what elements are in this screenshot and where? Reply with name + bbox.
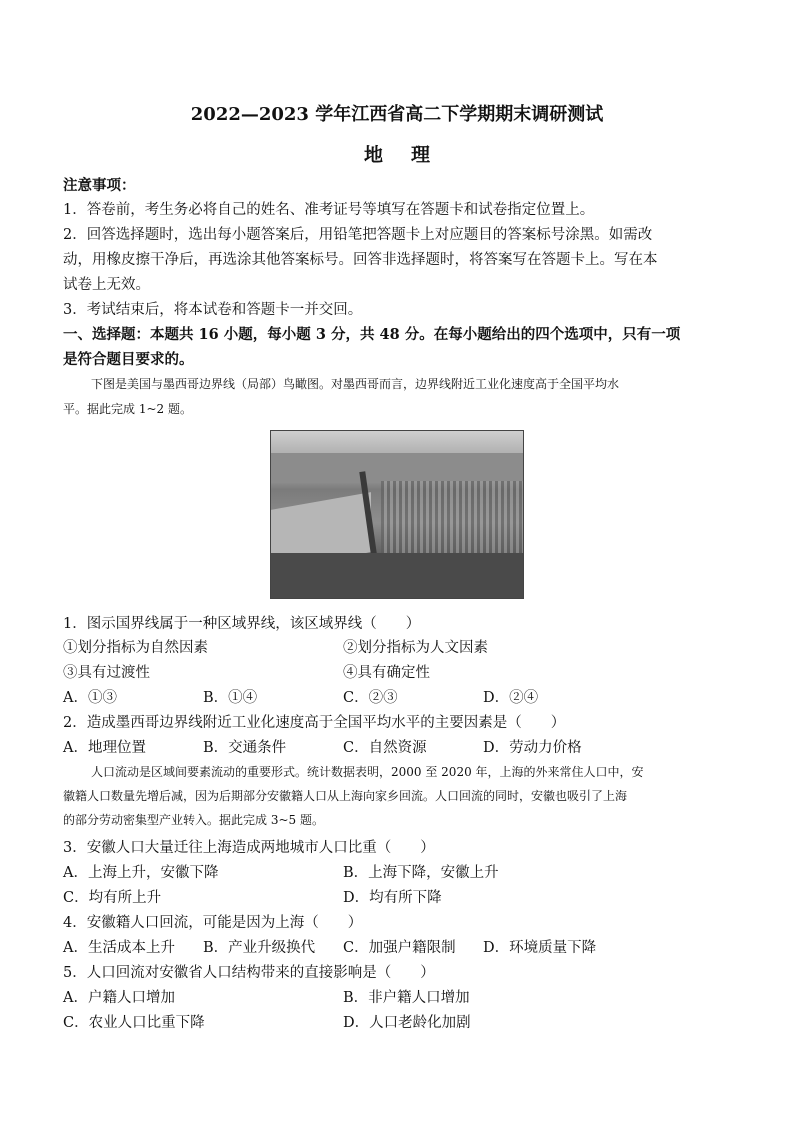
subject-title bbox=[0, 140, 794, 167]
q2-stem: 2．造成墨西哥边界线附近工业化速度高于全国平均水平的主要因素是（ ） bbox=[63, 715, 566, 731]
subject-char-1: 地 bbox=[363, 144, 383, 166]
notice-item-2-line-3: 试卷上无效。 bbox=[63, 277, 150, 293]
q2-option-b: B．交通条件 bbox=[203, 740, 287, 756]
q3-option-b: B．上海下降，安徽上升 bbox=[343, 865, 499, 881]
q2-option-a: A．地理位置 bbox=[63, 740, 146, 756]
q1-option-d: D．②④ bbox=[483, 690, 539, 706]
notice-item-1: 1．答卷前，考生务必将自己的姓名、准考证号等填写在答题卡和试卷指定位置上。 bbox=[63, 202, 595, 218]
q5-option-c: C．农业人口比重下降 bbox=[63, 1015, 205, 1031]
q3-option-c: C．均有所上升 bbox=[63, 890, 162, 906]
q1-option-b: B．①④ bbox=[203, 690, 258, 706]
q1-option-a: A．①③ bbox=[63, 690, 117, 706]
q4-option-c: C．加强户籍限制 bbox=[343, 940, 456, 956]
passage-1-line-1: 下图是美国与墨西哥边界线（局部）鸟瞰图。对墨西哥而言，边界线附近工业化速度高于全国平均水 bbox=[91, 377, 620, 391]
q2-option-d: D．劳动力价格 bbox=[483, 740, 582, 756]
q1-statement-1: ①划分指标为自然因素 bbox=[63, 640, 208, 656]
section-heading-line-1: 一、选择题：本题共 16 小题，每小题 3 分，共 48 分。在每小题给出的四个选项中，只有一项 bbox=[63, 326, 681, 343]
q4-option-d: D．环境质量下降 bbox=[483, 940, 597, 956]
border-aerial-photo bbox=[270, 430, 524, 599]
q1-statement-3: ③具有过渡性 bbox=[63, 665, 150, 681]
passage-2-line-1: 人口流动是区域间要素流动的重要形式。统计数据表明，2000 至 2020 年，上海的外来常住人口中，安 bbox=[91, 765, 644, 779]
passage-1-line-2: 平。据此完成 1~2 题。 bbox=[63, 402, 192, 416]
q5-option-d: D．人口老龄化加剧 bbox=[343, 1015, 471, 1031]
q1-statement-4: ④具有确定性 bbox=[343, 665, 430, 681]
q4-option-a: A．生活成本上升 bbox=[63, 940, 175, 956]
q3-option-d: D．均有所下降 bbox=[343, 890, 442, 906]
notice-heading: 注意事项： bbox=[63, 177, 136, 194]
notice-item-2-line-1: 2．回答选择题时，选出每小题答案后，用铅笔把答题卡上对应题目的答案标号涂黑。如需改 bbox=[63, 227, 653, 243]
passage-2-line-2: 徽籍人口数量先增后减，因为后期部分安徽籍人口从上海向家乡回流。人口回流的同时，安徽也吸引了上海 bbox=[63, 789, 628, 803]
section-heading-line-2: 是符合题目要求的。 bbox=[63, 351, 194, 368]
q5-stem: 5．人口回流对安徽省人口结构带来的直接影响是（ ） bbox=[63, 965, 435, 981]
q3-option-a: A．上海上升，安徽下降 bbox=[63, 865, 219, 881]
q3-stem: 3．安徽人口大量迁往上海造成两地城市人口比重（ ） bbox=[63, 840, 435, 856]
q5-option-b: B．非户籍人口增加 bbox=[343, 990, 470, 1006]
q4-option-b: B．产业升级换代 bbox=[203, 940, 316, 956]
q4-stem: 4．安徽籍人口回流，可能是因为上海（ ） bbox=[63, 915, 363, 931]
q1-stem: 1．图示国界线属于一种区域界线，该区域界线（ ） bbox=[63, 616, 421, 632]
q1-statement-2: ②划分指标为人文因素 bbox=[343, 640, 488, 656]
passage-2-line-3: 的部分劳动密集型产业转入。据此完成 3~5 题。 bbox=[63, 813, 324, 827]
notice-item-3: 3．考试结束后，将本试卷和答题卡一并交回。 bbox=[63, 302, 363, 318]
q1-option-c: C．②③ bbox=[343, 690, 398, 706]
notice-item-2-line-2: 动，用橡皮擦干净后，再选涂其他答案标号。回答非选择题时，将答案写在答题卡上。写在本 bbox=[63, 252, 658, 268]
q2-option-c: C．自然资源 bbox=[343, 740, 427, 756]
q5-option-a: A．户籍人口增加 bbox=[63, 990, 175, 1006]
page-title: 2022—2023 学年江西省高二下学期期末调研测试 bbox=[190, 104, 604, 125]
subject-char-2: 理 bbox=[411, 144, 431, 166]
